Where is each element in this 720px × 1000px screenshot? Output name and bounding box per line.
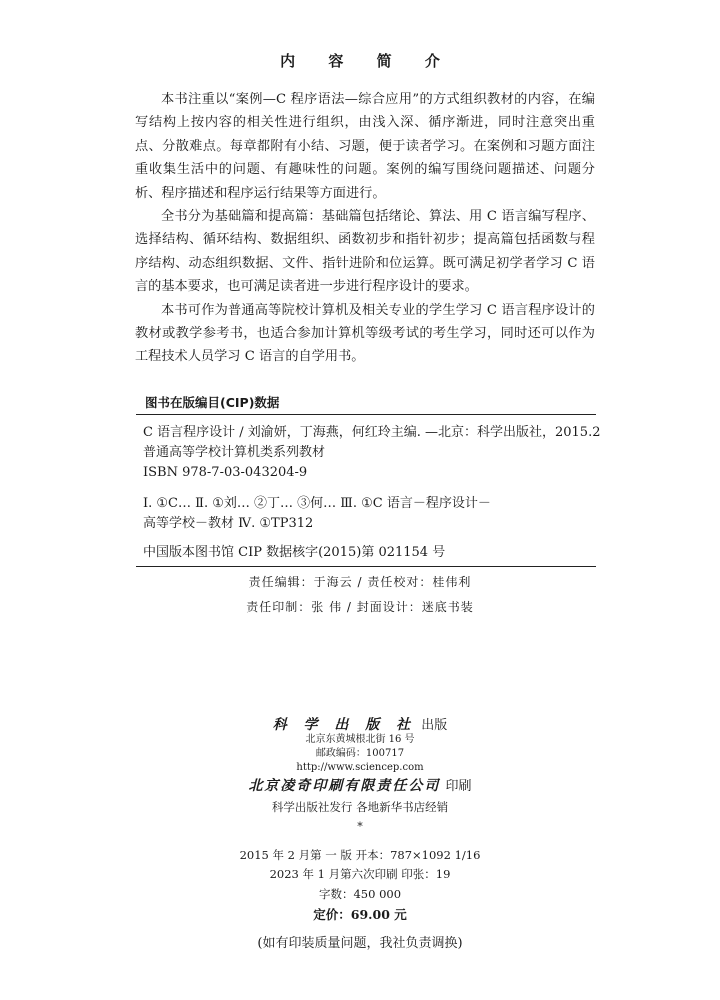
intro-paragraph: 全书分为基础篇和提高篇：基础篇包括绪论、算法、用 C 语言编写程序、选择结构、循环结构、数据组织、函数初步和指针初步；提高篇包括函数与程序结构、动态组织数据、文件、指针进阶和位运算。既可满足初学者学习 C 语言的基本要求，也可满足读者进一步进行程序设计的要求。	[135, 209, 595, 295]
cip-heading: 图书在版编目(CIP)数据	[145, 395, 280, 410]
printer-name: 北京凌奇印刷有限责任公司	[248, 778, 441, 794]
printer-line	[0, 775, 720, 795]
cip-class-line: 高等学校－教材 Ⅳ. ①TP312	[143, 516, 314, 531]
publisher-postcode: 邮政编码：100717	[315, 748, 405, 759]
publisher-line	[0, 714, 720, 734]
intro-paragraph: 本书注重以“案例—C 程序语法—综合应用”的方式组织教材的内容，在编写结构上按内容的相关性进行组织，由浅入深、循序渐进，同时注意突出重点、分散难点。每章都附有小结、习题，便于读者学习。在案例和习题方面注重收集生活中的问题、有趣味性的问题。案例的编写围绕问题描述、问题分析、程序描述和程序运行结果等方面进行。	[135, 92, 595, 201]
intro-title: 内 容 简 介	[280, 52, 454, 70]
quality-notice: (如有印装质量问题，我社负责调换)	[257, 936, 463, 951]
cip-classification	[143, 494, 593, 534]
cip-series-line: 普通高等学校计算机类系列教材	[143, 445, 326, 460]
printer-suffix: 印刷	[445, 779, 472, 794]
cip-top-rule	[136, 414, 596, 415]
cip-title-line: C 语言程序设计 / 刘渝妍，丁海燕，何红玲主编. —北京：科学出版社，2015.2	[143, 425, 601, 440]
intro-text	[135, 88, 595, 369]
credits-line: 责任印制：张 伟 / 封面设计：迷底书装	[246, 600, 474, 614]
edition-line: 2015 年 2 月第 一 版 开本：787×1092 1/16	[239, 848, 481, 862]
cip-entry	[143, 423, 601, 483]
separator-mark: *	[357, 820, 363, 833]
cip-class-line: Ⅰ. ①C… Ⅱ. ①刘… ②丁… ③何… Ⅲ. ①C 语言－程序设计－	[143, 496, 491, 511]
intro-paragraph: 本书可作为普通高等院校计算机及相关专业的学生学习 C 语言程序设计的教材或教学参考书，也适合参加计算机等级考试的考生学习，同时还可以作为工程技术人员学习 C 语言的自学用书。	[135, 302, 595, 365]
printing-line: 2023 年 1 月第六次印刷 印张：19	[269, 867, 451, 881]
cip-number: 中国版本图书馆 CIP 数据核字(2015)第 021154 号	[143, 545, 446, 560]
publisher-address: 北京东黄城根北街 16 号	[305, 734, 415, 745]
cip-isbn-line: ISBN 978-7-03-043204-9	[143, 465, 308, 480]
price-line: 定价：69.00 元	[313, 907, 407, 922]
publisher-website: http://www.sciencep.com	[296, 762, 424, 773]
distribution-line: 科学出版社发行 各地新华书店经销	[271, 800, 449, 814]
credits-line: 责任编辑：于海云 / 责任校对：桂伟利	[248, 575, 472, 589]
publisher-name: 科 学 出 版 社	[272, 717, 417, 733]
cip-bottom-rule	[136, 566, 596, 567]
wordcount-line: 字数：450 000	[318, 887, 402, 901]
publisher-suffix: 出版	[421, 718, 448, 733]
